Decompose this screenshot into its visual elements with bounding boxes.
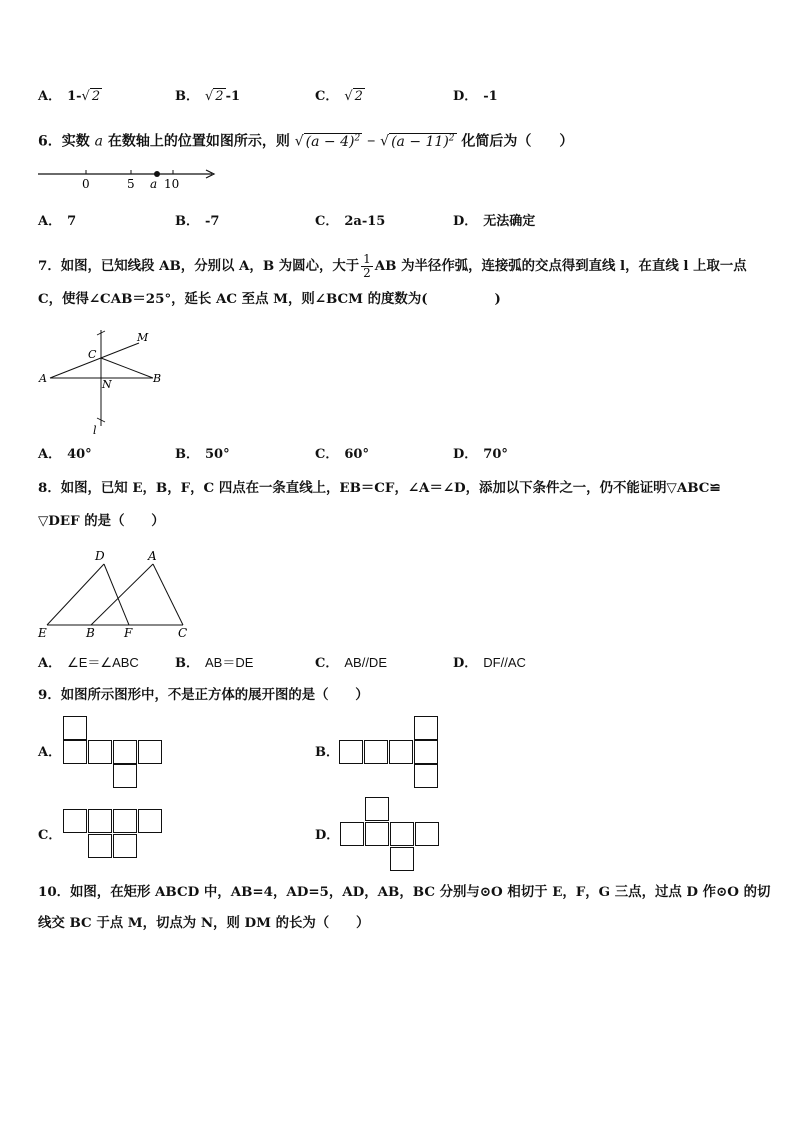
q5-option-d [453,88,498,106]
q6-suffix: 化简后为（ ） [461,133,574,150]
q9-label-c: C． [38,828,62,843]
sqrt-expression: √ 2 [205,89,224,104]
net-square [138,809,162,833]
tick-label-10: 10 [164,177,180,191]
q10-stem-line2: 线交 BC 于点 M，切点为 N，则 DM 的长为（ ） [38,915,370,931]
q6-option-a: A． 7 [38,214,77,229]
segment-df [104,564,129,625]
segment-cb [101,358,153,378]
q7-stem-line2: C，使得∠CAB＝25°，延长 AC 至点 M，则∠BCM 的度数为( ) [38,291,501,307]
label-d: D [95,549,105,563]
net-square [365,797,389,821]
net-square [415,822,439,846]
sqrt-expression-2: √ $(a - 11)^2$ [380,133,455,150]
tick-label-a: a [150,177,158,191]
net-square [113,764,137,788]
q8-option-b: B． AB＝DE [175,655,254,671]
net-square [365,822,389,846]
q8-figure [36,548,196,642]
q5-option-c [315,88,365,106]
option-label: D． [453,89,478,104]
net-square [113,834,137,858]
cube-net-a [63,716,167,788]
tick-label-5: 5 [127,177,135,191]
q6-prefix: 6．实数 [38,133,90,150]
segment-ed [47,564,104,625]
label-f: F [124,626,133,640]
q6-option-c: C． 2a-15 [315,214,386,229]
label-a: A [148,549,157,563]
option-text: 1- [67,89,82,104]
net-square [63,740,87,764]
q6-option-d: D． 无法确定 [453,214,536,229]
net-square [113,740,137,764]
q7-option-c: C． 60° [315,447,369,462]
cube-net-d [340,797,440,873]
number-line-figure [36,162,221,194]
q8-option-a: A． ∠E＝∠ABC [38,655,139,671]
q5-option-b [175,88,240,106]
label-m: M [137,331,149,344]
option-label: B． [175,89,199,104]
label-a: A [39,372,47,385]
q9-label-d: D． [315,828,340,843]
q8-stem-line2: ▽DEF 的是（ ） [38,513,165,529]
q9-label-b: B． [315,745,339,760]
net-square [414,740,438,764]
label-b: B [86,626,95,640]
net-square [390,847,414,871]
option-label: C． [315,89,339,104]
q10-stem-line1: 10．如图，在矩形 ABCD 中，AB=4，AD=5，AD，AB，BC 分别与⊙O 相切于 E，F，G 三点，过点 D 作⊙O 的切 [38,884,771,900]
net-square [414,764,438,788]
q8-stem-line1: 8．如图，已知 E，B，F，C 四点在一条直线上，EB＝CF，∠A＝∠D，添加以下条件之一，仍不能证明▽ABC≌ [38,480,721,496]
net-square [138,740,162,764]
net-square [339,740,363,764]
net-square [113,809,137,833]
cube-net-c [63,809,163,861]
q9-stem: 9．如图所示图形中，不是正方体的展开图的是（ ） [38,687,369,703]
net-square [88,834,112,858]
cube-net-b [339,716,439,788]
label-n: N [102,378,112,391]
net-square [63,716,87,740]
sqrt-expression: √ 2 [81,89,101,104]
minus-sign: − [367,132,376,149]
segment-ba [91,564,153,625]
q6-mid: 在数轴上的位置如图所示，则 [107,133,290,150]
q6-stem [38,128,573,152]
q7-figure [36,328,171,438]
label-l: l [93,424,97,437]
segment-ac [153,564,183,625]
net-square [340,822,364,846]
q6-var: a [94,133,103,150]
q9-label-a: A． [38,745,62,760]
fraction-one-half: $\frac{1}{2}$ [363,252,371,280]
option-text: -1 [225,89,241,104]
label-e: E [38,626,47,640]
option-label: A． [38,89,62,104]
q7-option-d: D． 70° [453,447,508,462]
net-square [88,809,112,833]
tick-label-0: 0 [82,177,90,191]
net-square [414,716,438,740]
option-text: -1 [483,89,498,104]
q5-option-a [38,88,102,106]
q7-option-a: A． 40° [38,447,92,462]
q8-option-c: C． AB//DE [315,655,387,671]
q6-option-b: B． -7 [175,214,220,229]
net-square [88,740,112,764]
net-square [63,809,87,833]
q7-stem-line1: 7．如图，已知线段 AB，分别以 A，B 为圆心，大于 $\frac{1}{2}$ AB 为半径作弧，连接弧的交点得到直线 l，在直线 l 上取一点 [38,252,747,280]
net-square [364,740,388,764]
label-b: B [153,372,162,385]
label-c: C [178,626,188,640]
q7-option-b: B． 50° [175,447,230,462]
net-square [390,822,414,846]
sqrt-expression: √ 2 [344,89,363,104]
sqrt-expression-1: √ $(a - 4)^2$ [294,133,361,150]
label-c: C [88,348,97,361]
q8-option-d: D． DF//AC [453,655,526,671]
net-square [389,740,413,764]
